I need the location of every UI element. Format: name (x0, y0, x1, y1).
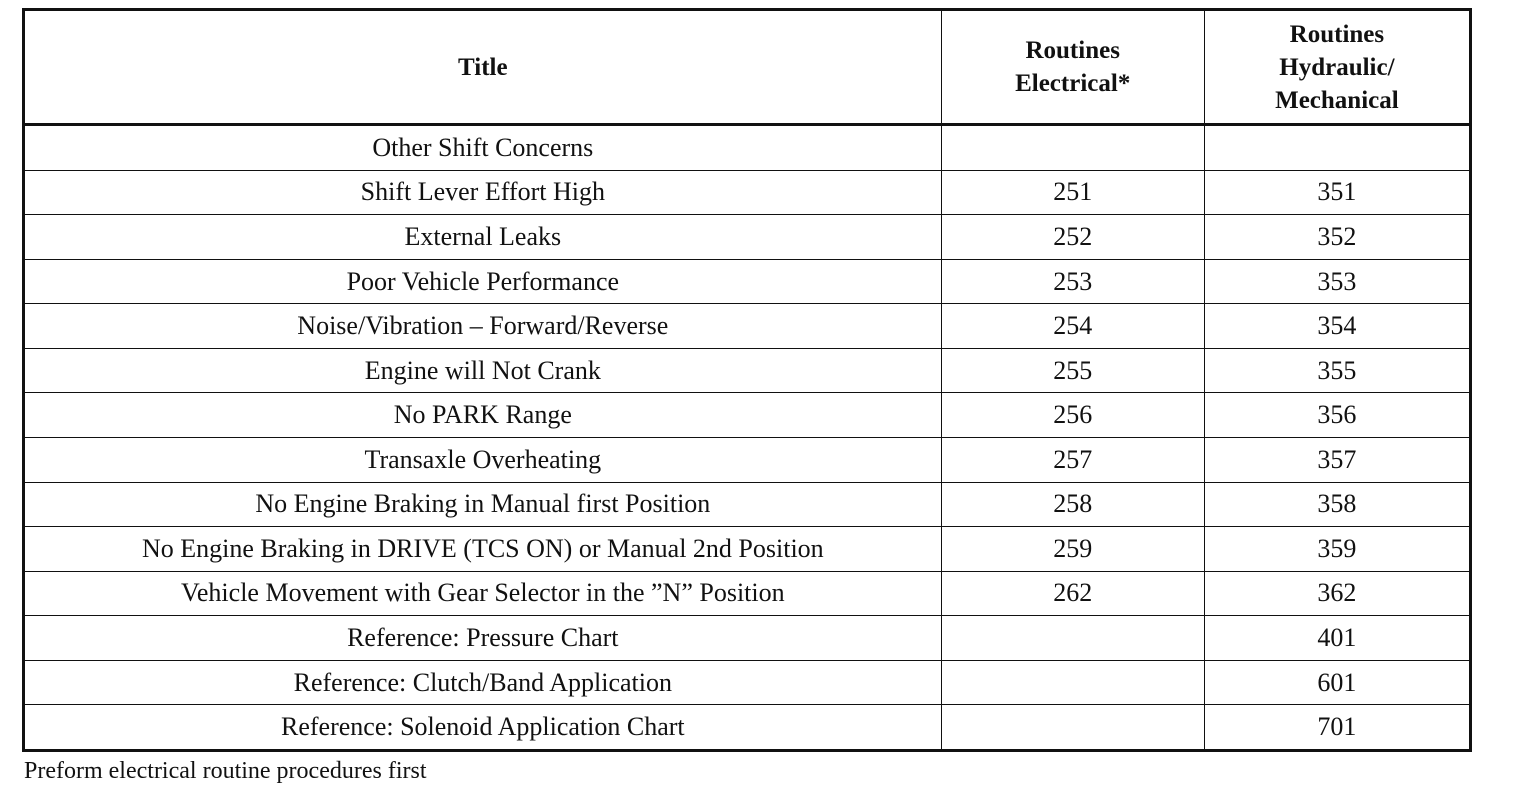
cell-hydraulic: 354 (1204, 304, 1470, 349)
table-row (24, 259, 1471, 304)
cell-title: Poor Vehicle Performance (24, 259, 942, 304)
cell-electrical: 252 (941, 215, 1204, 260)
header-hydraulic-line1: Routines (1289, 20, 1385, 48)
cell-electrical (941, 705, 1204, 751)
cell-hydraulic: 355 (1204, 348, 1470, 393)
header-hydraulic-line3: Mechanical (1275, 86, 1399, 114)
cell-hydraulic: 351 (1204, 170, 1470, 215)
cell-title: Vehicle Movement with Gear Selector in the ”N” Position (24, 571, 942, 616)
cell-hydraulic: 601 (1204, 660, 1470, 705)
table-row (24, 437, 1471, 482)
header-electrical-line2: Electrical* (1015, 70, 1131, 97)
cell-title: Engine will Not Crank (24, 348, 942, 393)
cell-title: Reference: Solenoid Application Chart (24, 705, 942, 751)
table-header (24, 10, 1471, 125)
cell-electrical: 262 (941, 571, 1204, 616)
header-title (24, 10, 942, 125)
table-row (24, 660, 1471, 705)
cell-title: No PARK Range (24, 393, 942, 438)
cell-electrical: 259 (941, 527, 1204, 572)
cell-electrical: 251 (941, 170, 1204, 215)
cell-title: No Engine Braking in DRIVE (TCS ON) or Manual 2nd Position (24, 527, 942, 572)
cell-hydraulic: 352 (1204, 215, 1470, 260)
cell-electrical: 258 (941, 482, 1204, 527)
footnote: Preform electrical routine procedures first (24, 758, 427, 784)
table-row (24, 170, 1471, 215)
cell-electrical: 254 (941, 304, 1204, 349)
cell-hydraulic: 362 (1204, 571, 1470, 616)
cell-hydraulic: 358 (1204, 482, 1470, 527)
cell-electrical: 256 (941, 393, 1204, 438)
table-row (24, 393, 1471, 438)
table-row (24, 571, 1471, 616)
cell-electrical: 257 (941, 437, 1204, 482)
table-row (24, 125, 1471, 171)
cell-hydraulic: 353 (1204, 259, 1470, 304)
table-row (24, 527, 1471, 572)
cell-electrical: 253 (941, 259, 1204, 304)
cell-hydraulic: 356 (1204, 393, 1470, 438)
table-row (24, 215, 1471, 260)
cell-hydraulic: 357 (1204, 437, 1470, 482)
cell-electrical (941, 660, 1204, 705)
table-row (24, 705, 1471, 751)
cell-title: Other Shift Concerns (24, 125, 942, 171)
header-row (24, 10, 1471, 125)
cell-electrical (941, 616, 1204, 661)
cell-hydraulic: 401 (1204, 616, 1470, 661)
cell-hydraulic: 359 (1204, 527, 1470, 572)
cell-title: Shift Lever Effort High (24, 170, 942, 215)
cell-hydraulic (1204, 125, 1470, 171)
cell-title: Reference: Pressure Chart (24, 616, 942, 661)
header-electrical (941, 10, 1204, 125)
cell-title: Reference: Clutch/Band Application (24, 660, 942, 705)
header-hydraulic-line2: Hydraulic/ (1279, 53, 1395, 81)
cell-title: Noise/Vibration – Forward/Reverse (24, 304, 942, 349)
cell-title: External Leaks (24, 215, 942, 260)
cell-title: Transaxle Overheating (24, 437, 942, 482)
table-row (24, 304, 1471, 349)
table-row (24, 482, 1471, 527)
table-row (24, 348, 1471, 393)
header-electrical-line1: Routines (1025, 37, 1120, 64)
cell-electrical (941, 125, 1204, 171)
table-body (24, 125, 1471, 751)
cell-hydraulic: 701 (1204, 705, 1470, 751)
header-hydraulic (1204, 10, 1470, 125)
cell-electrical: 255 (941, 348, 1204, 393)
table-row (24, 616, 1471, 661)
cell-title: No Engine Braking in Manual first Position (24, 482, 942, 527)
routines-table (22, 8, 1472, 752)
header-title-label: Title (458, 53, 508, 81)
